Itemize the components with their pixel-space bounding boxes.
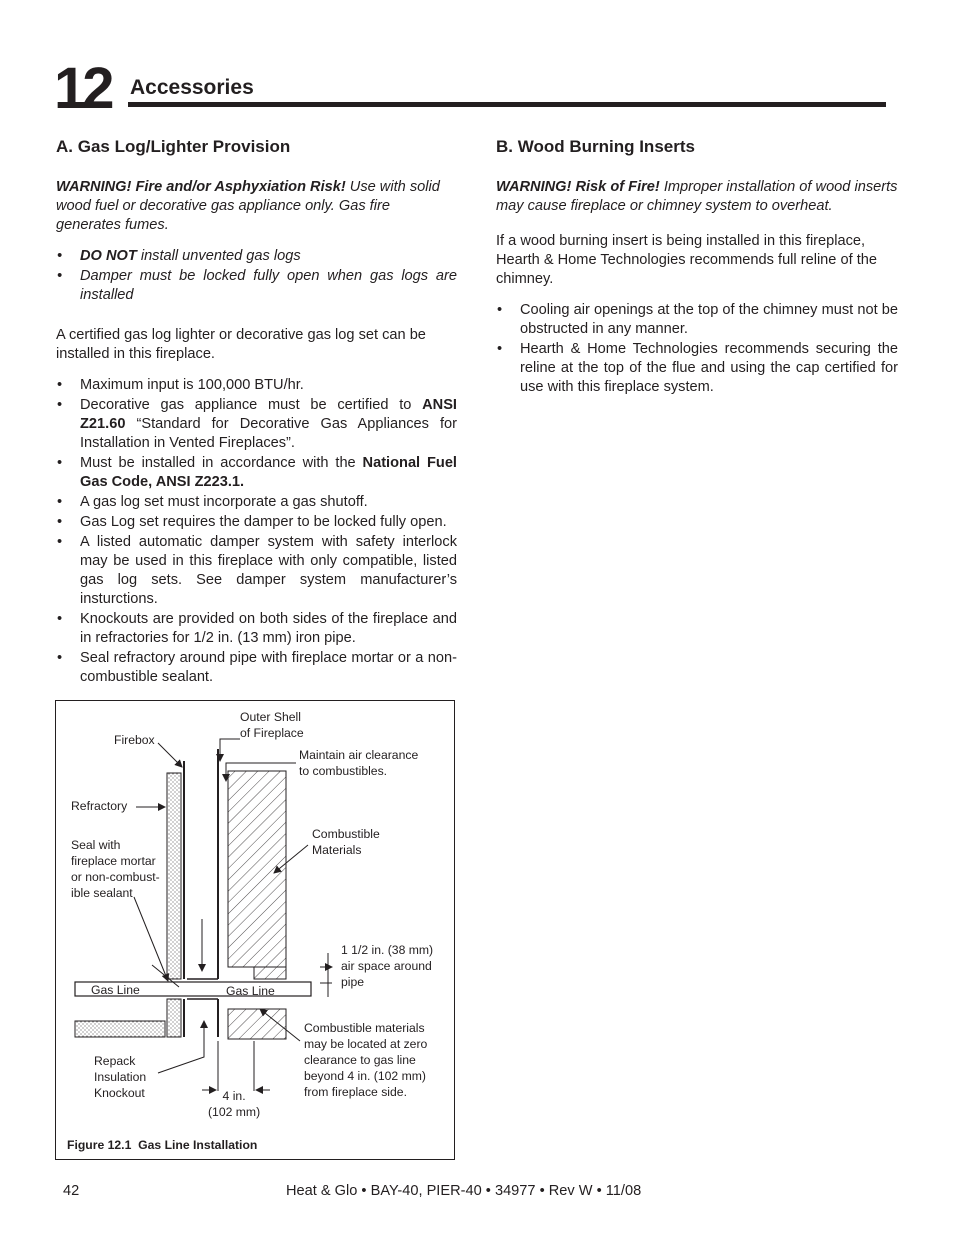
- chapter-title: Accessories: [130, 76, 254, 99]
- item-text: Gas Log set requires the damper to be locked fully open.: [80, 514, 447, 530]
- list-item: [56, 649, 457, 687]
- list-item: [56, 493, 457, 512]
- list-item: [56, 513, 457, 532]
- label-air-clearance: Maintain air clearance to combustibles.: [299, 748, 419, 778]
- list-item: [56, 533, 457, 609]
- refractory-lower: [167, 999, 181, 1037]
- label-air-space: 1 1/2 in. (38 mm) air space around pipe: [341, 943, 434, 989]
- section-a-intro: A certified gas log lighter or decorative gas log set can be installed in this fireplace.: [56, 327, 426, 362]
- combustible-lower: [228, 1009, 286, 1039]
- item-text: “Standard for Decorative Gas Appliances for Installation in Vented Fireplaces”.: [80, 416, 457, 451]
- item-text: Damper must be locked fully open when gas logs are installed: [80, 268, 457, 303]
- label-zero-clearance: Combustible materials may be located at zero clearance to gas line beyond 4 in. (102 mm) from fireplace side.: [304, 1021, 428, 1099]
- section-a-warning: [56, 178, 457, 235]
- combustible-block: [228, 771, 286, 967]
- label-seal: Seal with fireplace mortar or non-combust- ible sealant: [71, 838, 160, 900]
- list-item: [56, 454, 457, 492]
- list-item: [56, 376, 457, 395]
- section-b-intro: If a wood burning insert is being installed in this fireplace, Hearth & Home Technologies recommends full reline of the chimney.: [496, 233, 877, 287]
- item-text: A listed automatic damper system with safety interlock may be used in this fireplace with only compatible, listed gas log sets. See damper system manufacturer’s insturctions.: [80, 534, 457, 607]
- warning-text: Use with solid wood fuel or decorative gas appliance only. Gas fire generates fumes.: [56, 179, 440, 233]
- caption-number: Figure 12.1: [67, 1138, 132, 1152]
- item-text: Seal refractory around pipe with fireplace mortar or a non-combustible sealant.: [80, 650, 457, 685]
- chapter-rule: [128, 102, 886, 107]
- item-text: Must be installed in accordance with the: [80, 455, 363, 471]
- list-item: [56, 267, 457, 305]
- item-text: A gas log set must incorporate a gas shutoff.: [80, 494, 368, 510]
- list-item: [56, 247, 457, 266]
- label-repack: Repack Insulation Knockout: [94, 1054, 147, 1100]
- chapter-number: 12: [54, 56, 111, 121]
- section-a-heading: A. Gas Log/Lighter Provision: [56, 137, 291, 156]
- label-firebox: Firebox: [114, 733, 155, 747]
- list-item: [56, 396, 457, 453]
- hearth-refractory: [75, 1021, 165, 1037]
- list-item: [56, 610, 457, 648]
- label-refractory: Refractory: [71, 799, 128, 813]
- warning-bullets: [56, 247, 457, 305]
- label-gas-line-left: Gas Line: [91, 983, 140, 997]
- list-item: • Hearth & Home Technologies recommends securing the reline at the top of the flue and using the cap certified for use with this fireplace system.: [496, 340, 898, 397]
- warning-label: WARNING! Fire and/or Asphyxiation Risk!: [56, 179, 346, 195]
- figure-caption: [67, 1138, 257, 1152]
- page-number: 42: [63, 1183, 80, 1199]
- bold-text: ANSI Z21.60: [80, 397, 457, 432]
- warning-label: WARNING! Risk of Fire!: [496, 179, 660, 195]
- label-outer-shell: Outer Shell of Fireplace: [240, 710, 304, 740]
- spacer: [56, 306, 457, 326]
- insert-bullets: [496, 301, 898, 397]
- bold-text: National Fuel Gas Code, ANSI Z223.1.: [80, 455, 457, 490]
- figure-gas-line-installation: [55, 700, 455, 1160]
- item-text: install unvented gas logs: [136, 248, 301, 264]
- requirements-list: [56, 376, 457, 687]
- item-text: Knockouts are provided on both sides of the fireplace and in refractories for 1/2 in. (13 mm) iron pipe.: [80, 611, 457, 646]
- item-text: Maximum input is 100,000 BTU/hr.: [80, 377, 304, 393]
- label-gas-line-right: Gas Line: [226, 984, 275, 998]
- caption-title: Gas Line Installation: [138, 1138, 258, 1152]
- list-item: • Cooling air openings at the top of the chimney must not be obstructed in any manner.: [496, 301, 898, 339]
- section-b-heading: B. Wood Burning Inserts: [496, 137, 695, 156]
- section-b: [496, 136, 898, 398]
- warning-text: Improper installation of wood inserts may cause fireplace or chimney system to overheat.: [496, 179, 898, 214]
- refractory-upper: [167, 773, 181, 979]
- section-b-warning: [496, 178, 898, 216]
- section-a: [56, 136, 457, 688]
- label-combustible: Combustible Materials: [312, 827, 380, 857]
- bold-text: DO NOT: [80, 248, 137, 264]
- footer-doc-info: Heat & Glo • BAY-40, PIER-40 • 34977 • Rev W • 11/08: [286, 1183, 642, 1199]
- item-text: Decorative gas appliance must be certified to: [80, 397, 423, 413]
- label-four-inch: 4 in. (102 mm): [208, 1089, 261, 1119]
